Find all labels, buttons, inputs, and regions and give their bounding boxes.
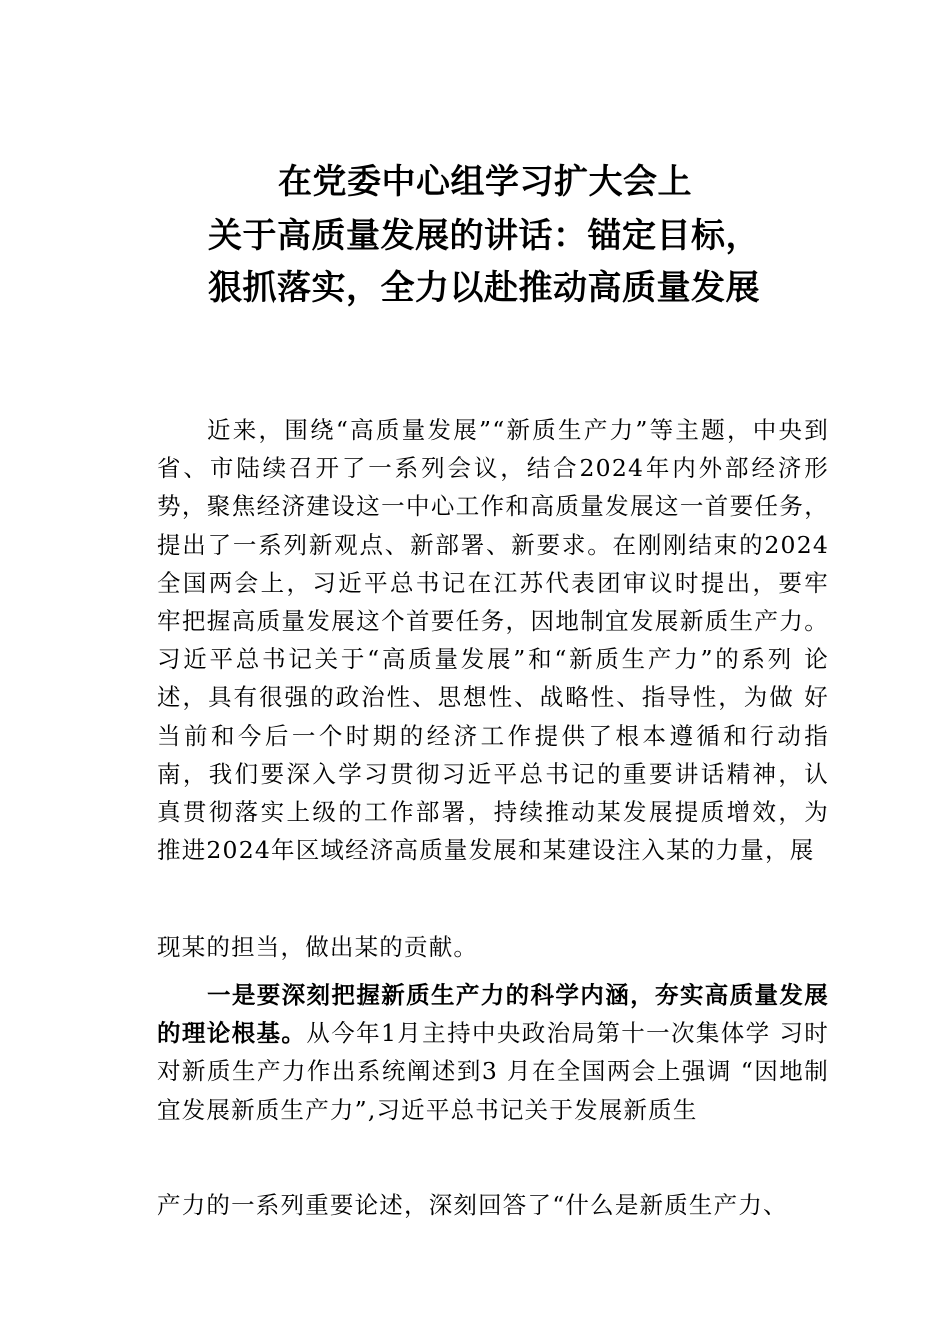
paragraph-point-one [157, 976, 829, 1129]
point-one-heading: 一是要深刻把握新质生产力的科学内涵，夯实高质量发展的理论根基。 [157, 981, 829, 1048]
title-line-2: 关于高质量发展的讲话：锚定目标， [208, 216, 760, 256]
point-one-text: 从今年1月主持中央政治局第十一次集体学 习时对新质生产力作出系统阐述到3 月在全国两会上强调 “因地制宜发展新质生产力”,习近平总书记关于发展新质生 [157, 1019, 829, 1124]
title-line-1: 在党委中心组学习扩大会上 [278, 162, 692, 202]
paragraph-intro-text: 近来，围绕“高质量发展”“新质生产力”等主题，中央到省、市陆续召开了一系列会议，结合2024年内外部经济形 势，聚焦经济建设这一中心工作和高质量发展这一首要任务， 提出了一系列新观点、新部署、新要求。在刚刚结束的2024 全国两会上，习近平总书记在江苏代表团审议时提出，要牢 牢把握高质量发展这个首要任务，因地制宜发展新质生产力。 习近平总书记关于“高质量发展”和“新质生产力”的系列 论述，具有很强的政治性、思想性、战略性、指导性，为做 好当前和今后一个时期的经济工作提供了根本遵循和行动指 南，我们要深入学习贯彻习近平总书记的重要讲话精神，认 真贯彻落实上级的工作部署，持续推动某发展提质增效，为 推进2024年区域经济高质量发展和某建设注入某的力量，展 [157, 416, 829, 865]
paragraph-intro [157, 411, 829, 869]
paragraph-intro-continuation: 现某的担当，做出某的贡献。 [157, 933, 479, 961]
title-line-3: 狠抓落实，全力以赴推动高质量发展 [208, 268, 760, 308]
paragraph-point-one-continuation: 产力的一系列重要论述，深刻回答了“什么是新质生产力、 [157, 1191, 788, 1219]
